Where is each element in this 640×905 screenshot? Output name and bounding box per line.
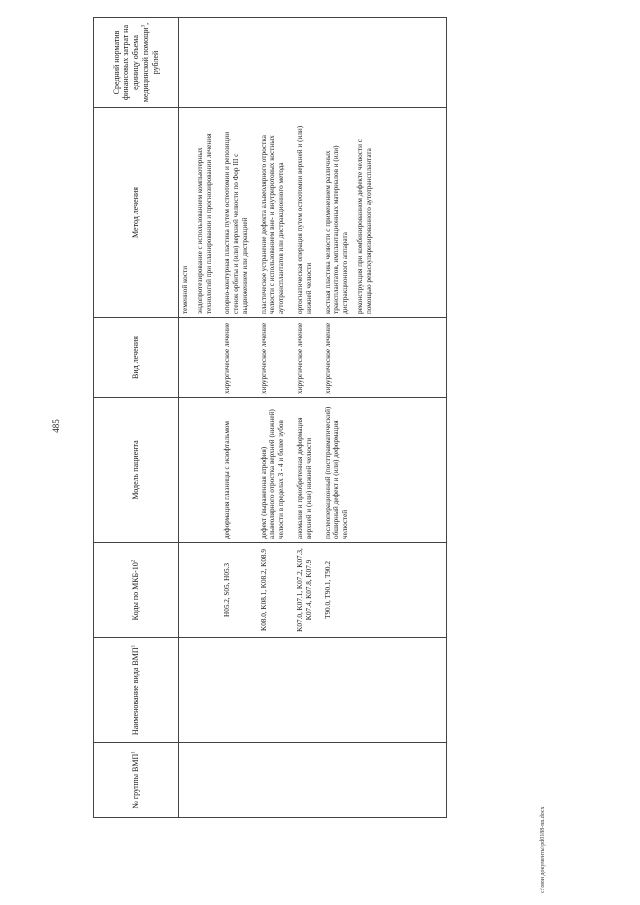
- table-row: [322, 18, 382, 818]
- method-text: реконструкция при комбинированном дефекте челюсти с помощью реваскуляризированного аутотрансплантата: [355, 139, 373, 314]
- treatment-type-cell: [179, 318, 222, 398]
- treatment-type-cell: хирургическое лечение: [221, 318, 257, 398]
- patient-model-cell: деформация глазницы с экзофтальмом: [221, 398, 257, 543]
- patient-model-cell: [179, 398, 222, 543]
- icd-codes-cell: H05.2, S05, H05.3: [221, 543, 257, 638]
- patient-model-cell: дефект (выраженная атрофия) альвеолярного отростка верхней (нижней) челюсти в пределах 3 - 4 и более зубов: [258, 398, 294, 543]
- file-path: c:\мои документы\pd0188-nn.docx: [540, 806, 546, 893]
- treatment-method-cell: [294, 108, 322, 318]
- icd-codes-cell: K07.0, K07.1, K07.2, K07.3, K07.4, K07.8, K07.9: [294, 543, 322, 638]
- treatment-type-cell: хирургическое лечение: [294, 318, 322, 398]
- icd-codes-cell: T90.0, T90.1, T90.2: [322, 543, 382, 638]
- method-text: эндопротезирование с использованием компьютерных технологий при планировании и прогнозировании лечения: [195, 133, 213, 314]
- table-header-row: [94, 18, 179, 818]
- treatment-type-cell: хирургическое лечение: [322, 318, 382, 398]
- rotated-page: [93, 18, 513, 818]
- header-avg-cost: Средний норматив финансовых затрат на единицу объема медицинской помощи$^3$, рублей: [94, 18, 179, 108]
- icd-codes-cell: K08.0, K08.1, K08.2, K08.9: [258, 543, 294, 638]
- table-row: [179, 18, 222, 818]
- patient-model-cell: аномалия и приобретенная деформация верхней и (или) нижней челюсти: [294, 398, 322, 543]
- treatment-method-cell: [221, 108, 257, 318]
- treatment-method-cell: [322, 108, 382, 318]
- treatment-method-cell: [258, 108, 294, 318]
- treatment-method-cell: [179, 108, 222, 318]
- header-group-no: № группы ВМП$^1$: [94, 743, 179, 818]
- table-row: [258, 18, 294, 818]
- table-row-empty: [382, 18, 447, 818]
- header-vmp-name: Наименование вида ВМП$^1$: [94, 638, 179, 743]
- method-text: пластическое устранение дефекта альвеолярного отростка челюсти с использованием вне- и внутриротовых костных аутотрансплантатов или дистракционного метода: [259, 135, 286, 314]
- patient-model-cell: послеоперационный (посттравматический) обширный дефект и (или) деформация челюстей: [322, 398, 382, 543]
- page-number: 485: [51, 419, 61, 433]
- table-row: [221, 18, 257, 818]
- treatment-type-cell: хирургическое лечение: [258, 318, 294, 398]
- header-treatment-method: Метод лечения: [94, 108, 179, 318]
- header-treatment-type: Вид лечения: [94, 318, 179, 398]
- header-icd-codes: Коды по МКБ-$10^2$: [94, 543, 179, 638]
- header-patient-model: Модель пациента: [94, 398, 179, 543]
- method-text: костная пластика челюсти с применением различных трансплантатов, имплантационных материалов и (или) дистракционного аппарата: [323, 145, 350, 314]
- method-text: опорно-контурная пластика путем остеотомии и репозиции стенок орбиты и (или) верхней челюсти по Фор III с выдвижением или дистракцией: [223, 131, 249, 314]
- vmp-table: [93, 17, 447, 818]
- table-row: [294, 18, 322, 818]
- method-text: ортогнатическая операция путем остеотомии верхней и (или) нижней челюсти: [296, 125, 313, 314]
- method-text: теменной кости: [181, 265, 189, 314]
- icd-codes-cell: [179, 543, 222, 638]
